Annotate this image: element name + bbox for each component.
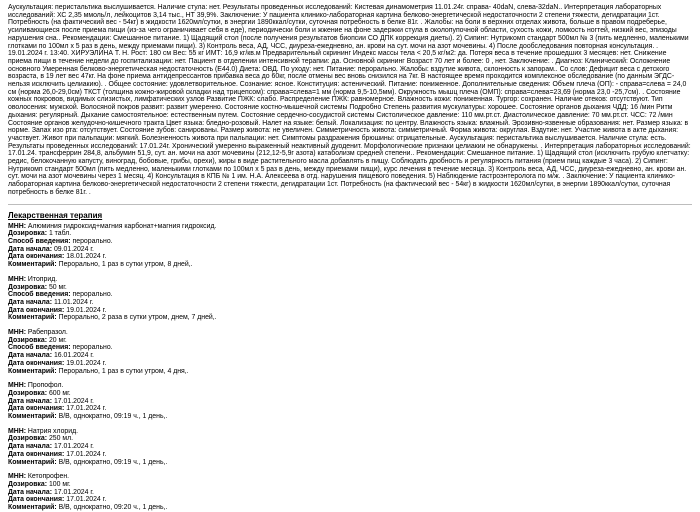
drug-dose-label: Дозировка:: [8, 336, 48, 344]
drug-start-value: 11.01.2024 г.: [53, 298, 94, 306]
drug-start-label: Дата начала:: [8, 443, 53, 451]
drug-mnn-line: [8, 223, 692, 231]
drug-dose-value: 250 мл.: [48, 435, 74, 443]
drug-entry: [8, 223, 692, 269]
drug-mnn-value: Алюминия гидроксид+магния карбонат+магния гидроксид.: [27, 222, 217, 230]
drug-start-label: Дата начала:: [8, 298, 53, 306]
drug-comment-line: [8, 413, 692, 421]
drug-end-label: Дата окончания:: [8, 306, 65, 314]
drug-end-line: [8, 405, 692, 413]
drug-comment-value: Перорально, 1 раз в сутки утром, 8 дней,.: [58, 261, 193, 269]
drug-mnn-value: Натрия хлорид.: [27, 427, 79, 435]
drug-dose-value: 50 мг.: [48, 283, 67, 291]
drug-route-label: Способ введения:: [8, 291, 71, 299]
drug-dose-label: Дозировка:: [8, 435, 48, 443]
drug-start-label: Дата начала:: [8, 352, 53, 360]
drug-start-line: [8, 398, 692, 406]
drug-dose-label: Дозировка:: [8, 480, 48, 488]
drug-comment-label: Комментарий:: [8, 458, 57, 466]
drug-comment-label: Комментарий:: [8, 314, 57, 322]
drug-start-value: 16.01.2024 г.: [53, 352, 94, 360]
drug-route-label: Способ введения:: [8, 344, 71, 352]
drug-entry: [8, 473, 692, 512]
drug-comment-line: [8, 314, 692, 322]
drug-start-label: Дата начала:: [8, 488, 53, 496]
drug-mnn-line: [8, 276, 692, 284]
drug-route-value: перорально.: [72, 237, 113, 245]
drug-start-value: 17.01.2024 г.: [53, 488, 94, 496]
drug-mnn-line: [8, 382, 692, 390]
drug-comment-value: Перорально, 2 раза в сутки утром, днем, 7 дней,.: [58, 314, 217, 322]
drug-dose-line: [8, 230, 692, 238]
drug-end-line: [8, 496, 692, 504]
drug-mnn-value: Пропофол.: [27, 382, 64, 390]
drug-comment-label: Комментарий:: [8, 413, 57, 421]
drug-entry: [8, 276, 692, 322]
drug-dose-line: [8, 390, 692, 398]
drug-route-line: [8, 238, 692, 246]
drug-mnn-line: [8, 473, 692, 481]
drug-end-value: 17.01.2024 г.: [66, 450, 107, 458]
drug-end-value: 17.01.2024 г.: [66, 496, 107, 504]
drug-dose-label: Дозировка:: [8, 230, 48, 238]
drug-start-line: [8, 299, 692, 307]
drug-route-line: [8, 291, 692, 299]
drug-route-value: перорально.: [72, 344, 113, 352]
drug-comment-value: В/В, однократно, 09:19 ч., 1 день,.: [58, 413, 168, 421]
drug-start-line: [8, 443, 692, 451]
drug-dose-line: [8, 481, 692, 489]
drug-start-label: Дата начала:: [8, 397, 53, 405]
drug-mnn-label: МНН:: [8, 275, 26, 283]
drug-start-label: Дата начала:: [8, 245, 53, 253]
drug-entry: [8, 428, 692, 467]
drug-dose-line: [8, 435, 692, 443]
drug-start-line: [8, 246, 692, 254]
drug-comment-line: [8, 459, 692, 467]
drug-dose-value: 20 мг.: [48, 336, 67, 344]
drug-entry: [8, 329, 692, 375]
drug-dose-value: 600 мг.: [48, 389, 71, 397]
drug-end-value: 19.01.2024 г.: [66, 359, 107, 367]
drug-end-label: Дата окончания:: [8, 450, 65, 458]
drug-mnn-label: МНН:: [8, 222, 26, 230]
drug-start-line: [8, 352, 692, 360]
drug-mnn-value: Итоприд.: [27, 275, 58, 283]
section-title: Лекарственная терапия: [8, 210, 103, 220]
drug-mnn-value: Кетопрофен.: [27, 473, 70, 481]
drug-mnn-line: [8, 428, 692, 436]
drug-comment-line: [8, 261, 692, 269]
drug-mnn-label: МНН:: [8, 382, 26, 390]
drug-comment-value: В/В, однократно, 09:19 ч., 1 день,.: [58, 458, 168, 466]
drug-mnn-value: Рабепразол.: [27, 329, 68, 337]
drug-end-line: [8, 360, 692, 368]
drug-mnn-label: МНН:: [8, 427, 26, 435]
drug-start-value: 17.01.2024 г.: [53, 397, 94, 405]
drug-dose-value: 100 мг.: [48, 480, 71, 488]
drug-list: [8, 223, 692, 512]
drug-comment-label: Комментарий:: [8, 261, 57, 269]
drug-mnn-line: [8, 329, 692, 337]
drug-end-value: 18.01.2024 г.: [66, 253, 107, 261]
drug-end-value: 17.01.2024 г.: [66, 405, 107, 413]
drug-dose-label: Дозировка:: [8, 283, 48, 291]
drug-route-line: [8, 344, 692, 352]
drug-start-value: 17.01.2024 г.: [53, 443, 94, 451]
drug-end-value: 19.01.2024 г.: [66, 306, 107, 314]
drug-start-value: 09.01.2024 г.: [53, 245, 94, 253]
drug-comment-value: Перорально, 1 раз в сутки утром, 4 дня,.: [58, 367, 189, 375]
drug-comment-label: Комментарий:: [8, 504, 57, 512]
drug-comment-value: В/В, однократно, 09:20 ч., 1 день,.: [58, 504, 168, 512]
consultation-text: Аускультация: перистальтика выслушивается. Наличие стула: нет. Результаты проведенных исследований: Кистевая динамометрия 11.01.24г. справа- 40daN, слева-32daN.. Интерпретация лабораторных исследований: ХС 2,35 ммоль/л, лейкоцитов 3,14 тыс., НТ 39,9%. Заключение: У пациента клинико-лабораторная картина белково-энергетической недостаточности 2 степени тяжести, дегидратации 1ст. Потребность (на фактический вес - 54кг) в жидкости 1620мл/сутки, в энергии 1890ккал/сутки, суточная потребность в белке 81г. . Жалобы: на боли в верхних отделах живота, больше в правом подреберье, усиливающиеся после приема пищи (из-за чего ограничивает себя в еде), периодически боли и жжение на фоне задержки стула в околопупочной области, сухость кожи, ломкость ногтей, низкий вес, эпизоды нарушения сна.. Рекомендации: Смешанное питание. 1) Щадящий стол (после получения результатов биопсии СО ДПК коррекция диеты). 2) Сипинг: Нутрикомп стандарт 500мл № 3 (пить медленно, маленькими глотками по 100мл х 5 раз в день, между приемами пищи). 3) Контроль веса, АД, ЧСС, диуреза-ежедневно, ан. крови на сут. мочи на азот мочевины. 4) После дообследования повторная консультация. . 19.01.2024 г. 13:40. ХИРУЭЛИНА Т. Н. Рост: 180 см Вес: 55 кг ИМТ: 16,9 кг/кв.м Предварительный скрининг Индекс массы тела ˂ 20,5 кг/м2: да. Потеря веса в течение прошедших 3 месяцев: нет. Снижение приема пищи в течение недели до госпитализации: нет. Пациент в отделении интенсивной терапии: да. Основной скрининг Возраст 70 лет и более: 0 , нет. Заключение: . Диагноз: Клинический: Осложнение основного Умеренная белково-энергетическая недостаточность (Е44.0) Диета: ОВД. По уходу: нет. Питание: перорально. Жалобы: вздутие живота, склонность к запорам.. Со слов: Дефицит веса с детского возраста, в 19 лет вес 47кг. На фоне приема антидепрессантов прибавка веса до 60кг, после отмены вес вновь снизился на 7кг. В настоящее время проходится комплексное обследование (по данным ЭГДС- нельзя исключить целиакию). . Общее состояние: удовлетворительное. Сознание: ясное. Конституция: астенический. Питание: пониженное. Дополнительные сведения: Объем плеча (ОП): - справа=слева = 24,0 см (норма 26,0-29,0см) ТКСТ (толщина кожно-жировой складки над трицепсом): справа=слева=1 мм (норма 9,5-10,5мм). Окружность мышц плеча (ОМП): справа=слева=23,69 (норма 23,0 -25,7см). . Состояние кожных покровов, видимых слизистых, лимфатических узлов Развитие ПЖК: слабо. Распределение ПЖК: равномерное. Влажность кожи: пониженная. Тургор: сохранен. Наличие отеков: отсутствуют. Тип оволосения: мужской. Волосяной покров развит: развит умеренно. Состояние костно-мышечной системы Подробно Степень развития мускулатуры: хорошее. Состояние органов дыхания ЧДД: 16 /мин Ритм дыхания: регулярный. Дыхание самостоятельное: естественным путем. Состояние сердечно-сосудистой системы Систолическое давление: 110 мм.рт.ст. Диастолическое давление: 70 мм.рт.ст. ЧСС: 72 /мин Состояние органов желудочно-кишечного тракта Цвет языка: бледно-розовый. Налет на языке: белый. Локализация: по центру. Влажность языка: влажный. Эрозивно-язвенные образования: нет. Размер языка: в норме. Запах изо рта: отсутствует. Состояние зубов: санированы. Размер живота: не увеличен. Симметричность живота: симметричный. Форма живота: округлая. Вздутие: нет. Участие живота в акте дыхания: участвует. Живот при пальпации: мягкий. Болезненность живота при пальпации: нет. Симптомы раздражения брюшины: отрицательные. Аускультация: перистальтика выслушивается. Наличие стула: есть. Результаты проведенных исследований: 17.01.24г. Хронический умеренно выраженный неактивный дуоденит. Морфологические признаки целиакии не обнаружены. . Интерпретация лабораторных исследований: 17.01.24. трансферрин 284,8, альбумин 51,9, сут. ан. мочи на азот мочевины (212,12-5,9г азота) катаболизм средней степени.. Рекомендации: Смешанное питание. 1) Щадящий стол (исключить грубую клетчатку: редис, белокочанную капусту, виноград, бобовые, грибы, орехи), жиры в виде растительного масла добавлять в пищу. Соблюдать дробность и регулярность питания (прием пищ каждые 3 часа). 2) Сипинг: Нутрикомп стандарт 500мл (пить медленно, маленькими глотками по 100мл х 5 раз в день, между приемами пищи), курс лечения в течение месяца. 3) Контроль веса, АД, ЧСС, диуреза-ежедневно, ан. крови ан. сут. мочи на азот мочевины через 1 месяц. 4) Консультация в КПБ № 1 им. Н.А. Алексеева в отд. нарушения пищевого поведения. 5) Наблюдение гастроэнтеролога по м/ж. . Заключение: У пациента клинико-лабораторная картина белково-энергетической недостаточности 2 степени тяжести, дегидратации 1ст. Потребность (на фактический вес - 54кг) в жидкости 1620мл/сутки, в энергии 1890ккал/сутки, суточная потребность в белке 81г. .: [8, 4, 691, 196]
drug-end-label: Дата окончания:: [8, 253, 65, 261]
drug-end-line: [8, 253, 692, 261]
divider: [8, 204, 692, 205]
drug-route-label: Способ введения:: [8, 237, 71, 245]
drug-comment-line: [8, 504, 692, 512]
drug-dose-label: Дозировка:: [8, 389, 48, 397]
drug-start-line: [8, 489, 692, 497]
drug-end-label: Дата окончания:: [8, 405, 65, 413]
drug-mnn-label: МНН:: [8, 473, 26, 481]
drug-comment-line: [8, 368, 692, 376]
drug-route-value: перорально.: [72, 291, 113, 299]
drug-dose-value: 1 табл.: [48, 230, 72, 238]
drug-mnn-label: МНН:: [8, 329, 26, 337]
drug-entry: [8, 382, 692, 421]
drug-end-label: Дата окончания:: [8, 496, 65, 504]
drug-end-label: Дата окончания:: [8, 359, 65, 367]
drug-comment-label: Комментарий:: [8, 367, 57, 375]
drug-end-line: [8, 451, 692, 459]
